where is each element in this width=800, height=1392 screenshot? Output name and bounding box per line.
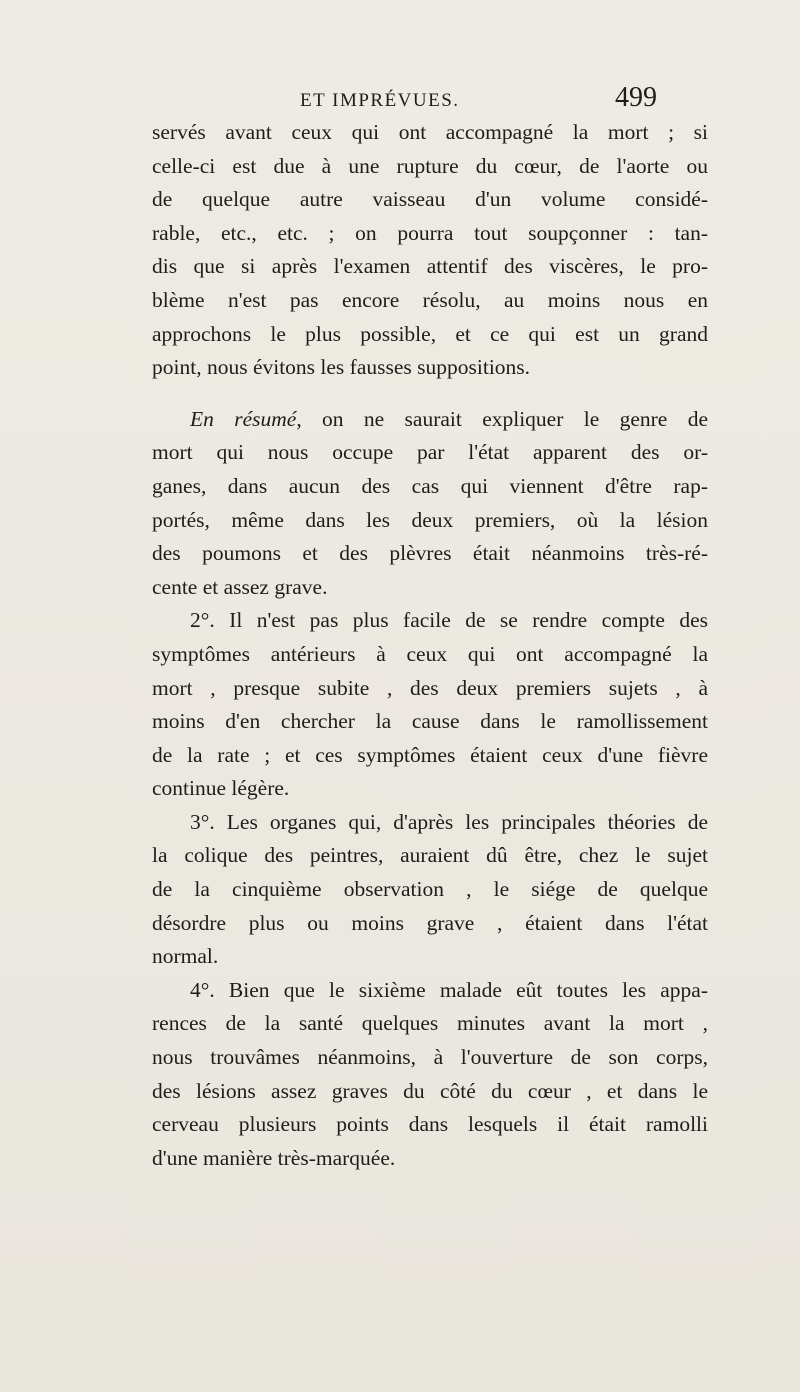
text-line: désordre plus ou moins grave , étaient dans l'état (152, 910, 708, 935)
text-line: des lésions assez graves du côté du cœur , et dans le (152, 1078, 708, 1103)
text-line: portés, même dans les deux premiers, où la lésion (152, 507, 708, 532)
text-line: rences de la santé quelques minutes avant la mort , (152, 1011, 708, 1036)
italic-lead: En résumé (190, 406, 297, 431)
paragraph-continuation (152, 116, 708, 385)
text-line: ganes, dans aucun des cas qui viennent d'être rap- (152, 473, 708, 498)
page-number: 499 (615, 82, 657, 113)
text-line (152, 403, 708, 437)
text-line: approchons le plus possible, et ce qui est un grand (152, 321, 708, 346)
text-line: blème n'est pas encore résolu, au moins nous en (152, 287, 708, 312)
paragraph-summary (152, 403, 708, 605)
text-line: 3°. Les organes qui, d'après les principales théories de (190, 809, 708, 834)
text-line: cerveau plusieurs points dans lesquels il était ramolli (152, 1112, 708, 1137)
text-run: , on ne saurait expliquer le genre de (296, 406, 708, 431)
text-line: de la rate ; et ces symptômes étaient ceux d'une fièvre (152, 742, 708, 767)
text-line: point, nous évitons les fausses suppositions. (152, 355, 531, 380)
text-line: de quelque autre vaisseau d'un volume considé- (152, 187, 708, 212)
text-line: des poumons et des plèvres était néanmoins très-ré- (152, 541, 708, 566)
paragraph-point-2 (152, 604, 708, 806)
text-line: normal. (152, 944, 219, 969)
running-title: ET IMPRÉVUES. (300, 90, 460, 111)
text-line: la colique des peintres, auraient dû être, chez le sujet (152, 843, 708, 868)
body-text (152, 116, 708, 1175)
text-line: 2°. Il n'est pas plus facile de se rendre compte des (190, 608, 708, 633)
paragraph-point-3 (152, 806, 708, 974)
text-line: dis que si après l'examen attentif des viscères, le pro- (152, 254, 708, 279)
text-line: moins d'en chercher la cause dans le ramollissement (152, 709, 708, 734)
text-line: continue légère. (152, 776, 290, 801)
text-line: 4°. Bien que le sixième malade eût toutes les appa- (190, 977, 708, 1002)
text-line: cente et assez grave. (152, 574, 328, 599)
text-line: symptômes antérieurs à ceux qui ont accompagné la (152, 641, 708, 666)
text-line: servés avant ceux qui ont accompagné la mort ; si (152, 120, 708, 144)
text-line: d'une manière très-marquée. (152, 1145, 396, 1170)
text-line: nous trouvâmes néanmoins, à l'ouverture de son corps, (152, 1045, 708, 1070)
text-line: celle-ci est due à une rupture du cœur, de l'aorte ou (152, 153, 708, 178)
text-line: rable, etc., etc. ; on pourra tout soupçonner : tan- (152, 220, 708, 245)
text-line: mort , presque subite , des deux premiers sujets , à (152, 675, 708, 700)
paragraph-gap (152, 385, 708, 403)
text-line: de la cinquième observation , le siége de quelque (152, 877, 708, 902)
text-line: mort qui nous occupe par l'état apparent des or- (152, 440, 708, 465)
paragraph-point-4 (152, 974, 708, 1176)
